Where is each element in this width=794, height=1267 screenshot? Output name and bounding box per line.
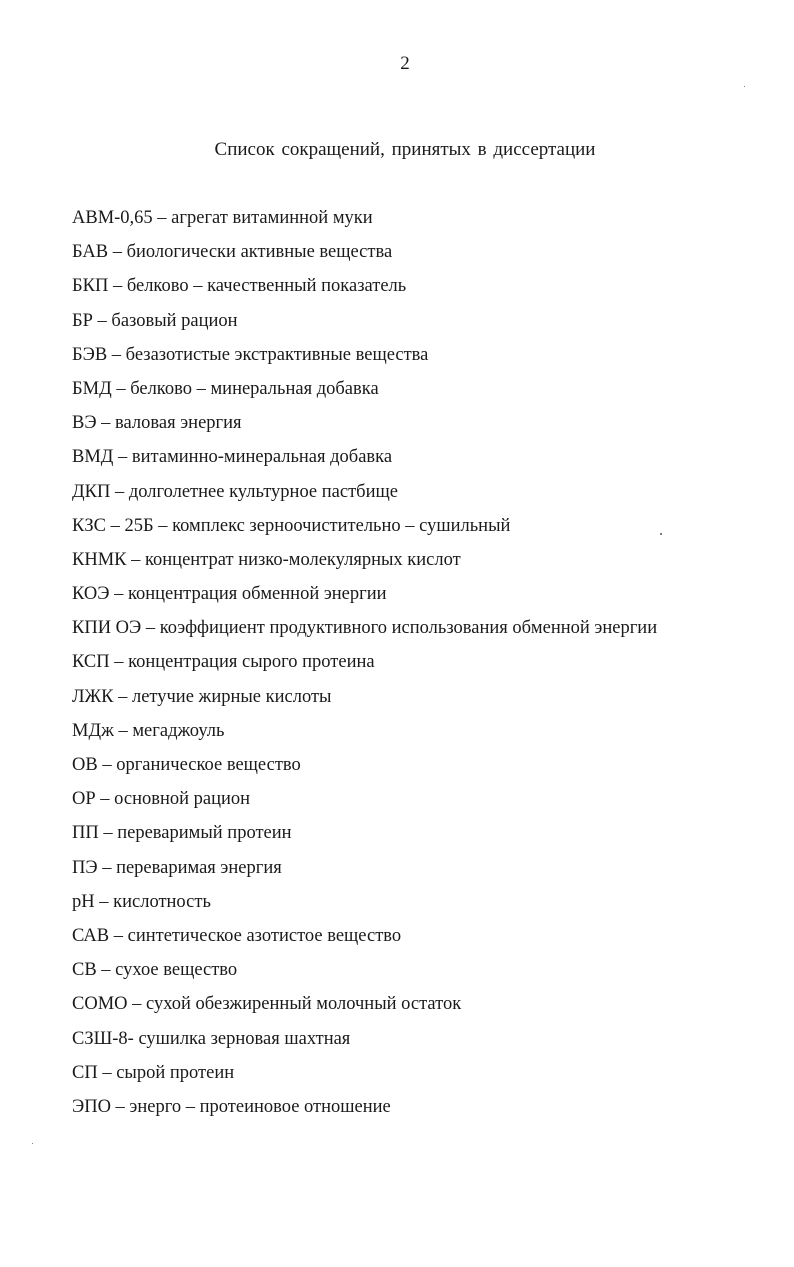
list-item: КНМК – концентрат низко-молекулярных кислот [72, 549, 461, 570]
list-item: БАВ – биологически активные вещества [72, 242, 393, 263]
list-item: ЭПО – энерго – протеиновое отношение [72, 1096, 391, 1117]
scan-speck [32, 1143, 33, 1144]
list-item: БЭВ – безазотистые экстрактивные вещества [72, 344, 429, 365]
list-item: ОР – основной рацион [72, 789, 251, 810]
page-number: 2 [400, 53, 410, 74]
list-item: АВМ-0,65 – агрегат витаминной муки [72, 208, 373, 228]
list-item: КСП – концентрация сырого протеина [72, 652, 375, 673]
list-item: ДКП – долголетнее культурное пастбище [72, 481, 398, 502]
list-item: БКП – белково – качественный показатель [72, 276, 407, 297]
list-item: БР – базовый рацион [72, 310, 238, 331]
list-item: БМД – белково – минеральная добавка [72, 378, 379, 399]
list-item: СОМО – сухой обезжиренный молочный остаток [72, 994, 462, 1015]
list-item: СВ – сухое вещество [72, 960, 238, 981]
list-item: ОВ – органическое вещество [72, 755, 301, 775]
list-item: КОЭ – концентрация обменной энергии [72, 584, 387, 605]
abbreviation-list [72, 205, 772, 1128]
scan-speck [660, 533, 662, 535]
page-title: Список сокращений, принятых в диссертации [214, 139, 596, 160]
list-item: ЛЖК – летучие жирные кислоты [72, 686, 332, 707]
list-item: ПП – переваримый протеин [72, 823, 292, 844]
list-item: pH – кислотность [72, 891, 211, 912]
list-item: ВЭ – валовая энергия [72, 413, 242, 434]
list-item: ВМД – витаминно-минеральная добавка [72, 447, 393, 468]
list-item: САВ – синтетическое азотистое вещество [72, 925, 402, 946]
list-item: КЗС – 25Б – комплекс зерноочистительно – сушильный [72, 515, 511, 536]
list-item: ПЭ – переваримая энергия [72, 857, 282, 878]
list-item: СП – сырой протеин [72, 1062, 235, 1083]
list-item: СЗШ-8- сушилка зерновая шахтная [72, 1028, 351, 1049]
list-item: КПИ ОЭ – коэффициент продуктивного использования обменной энергии [72, 618, 658, 639]
scan-speck [744, 86, 745, 87]
list-item: МДж – мегаджоуль [72, 720, 225, 741]
